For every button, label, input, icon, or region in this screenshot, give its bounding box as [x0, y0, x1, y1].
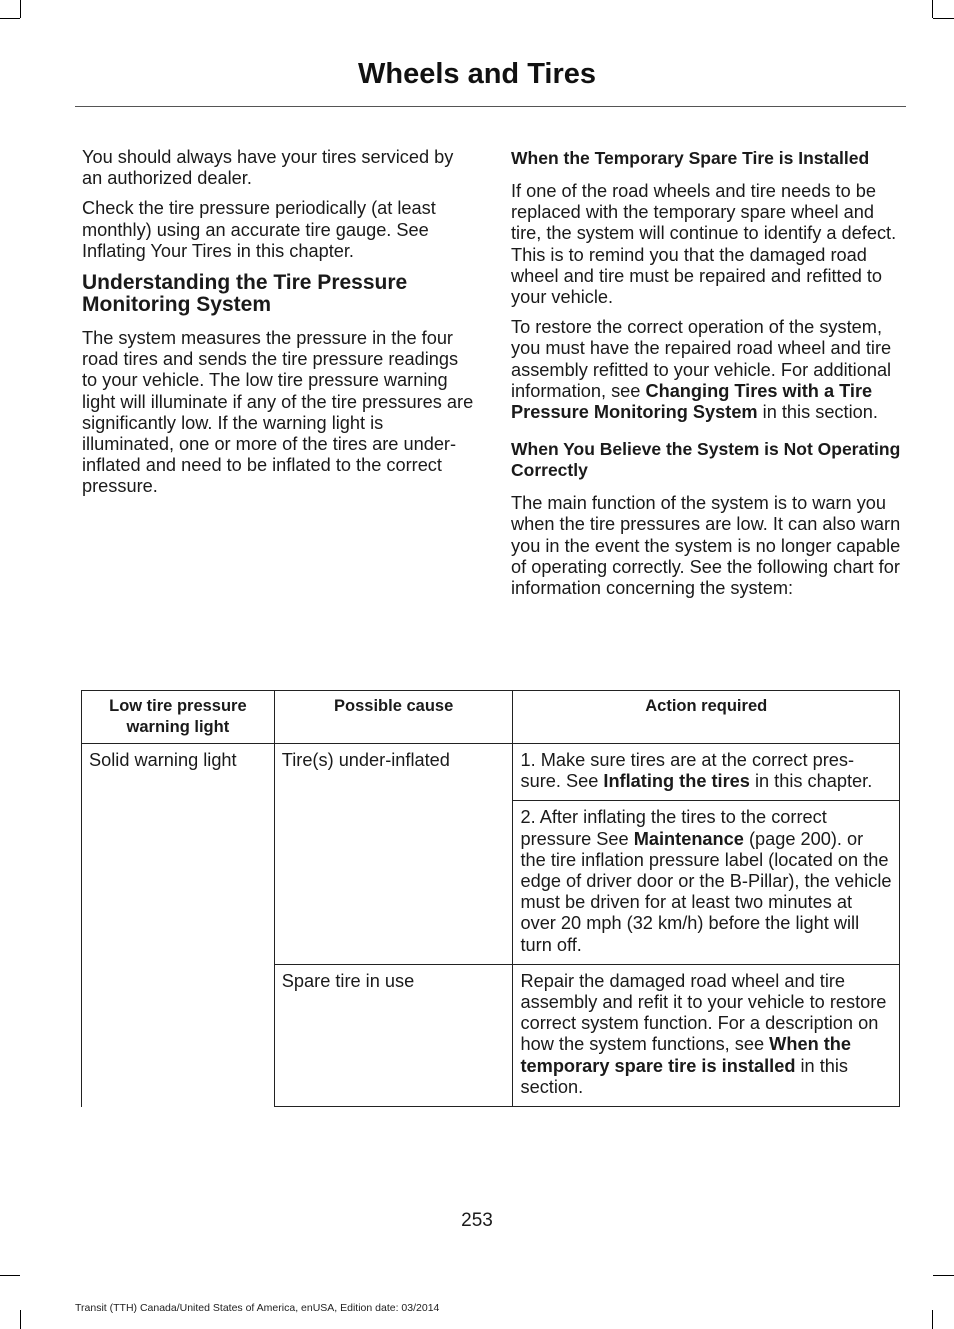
- crop-mark: [0, 18, 20, 19]
- cross-reference: Changing Tires with a Tire Pressure Monitoring System: [511, 380, 873, 423]
- table-cell: Spare tire in use: [274, 964, 513, 1106]
- cell-text: 1. Make sure tires are at the correct pres-sure. See: [520, 750, 855, 792]
- paragraph: [511, 317, 903, 423]
- footer-edition: Transit (TTH) Canada/United States of America, enUSA, Edition date: 03/2014: [75, 1302, 440, 1314]
- cell-text: Repair the damaged road wheel and tire assembly and refit it to your vehicle to restore correct system function. For a description on how the system functions, see: [520, 970, 887, 1055]
- table-cell: [513, 744, 900, 801]
- cross-reference: Inflating the tires: [603, 771, 750, 792]
- table-cell: Tire(s) under-inflated: [274, 744, 513, 965]
- paragraph: You should always have your tires serviced by an authorized dealer.: [82, 147, 454, 189]
- cell-text: 2. After inflating the tires to the correct pressure See: [520, 807, 827, 849]
- crop-mark: [933, 18, 954, 19]
- table-cell: Solid warning light: [82, 744, 275, 1107]
- cell-text: (page 200). or the tire inflation pressure label (located on the edge of driver door or the B-Pillar), the vehicle must be driven for at least two minutes at over 20 mph (32 km/h) before the light will turn off.: [520, 828, 892, 955]
- cross-reference: Maintenance: [633, 828, 744, 849]
- section-heading: Understanding the Tire Pressure Monitoring System: [82, 271, 408, 317]
- column-header: Possible cause: [274, 691, 513, 744]
- paragraph: Check the tire pressure periodically (at least monthly) using an accurate tire gauge. See Inflating Your Tires in this chapter.: [82, 198, 436, 261]
- subsection-heading: When You Believe the System is Not Operating Correctly: [511, 439, 901, 481]
- crop-mark: [932, 0, 933, 18]
- paragraph-text: To restore the correct operation of the system, you must have the repaired road wheel and tire assembly refitted to your vehicle. For additional information, see: [511, 317, 892, 401]
- title-rule: [75, 106, 906, 107]
- paragraph: The main function of the system is to warn you when the tire pressures are low. It can also warn you in the event the system is no longer capable of operating correctly. See the following chart for information concerning the system:: [511, 493, 901, 599]
- table-header-row: [82, 691, 900, 744]
- table-row: [82, 744, 900, 801]
- crop-mark: [20, 1310, 21, 1329]
- cell-text: in this chapter.: [749, 771, 873, 792]
- paragraph-text: in this section.: [757, 402, 878, 423]
- column-header: Action required: [513, 691, 900, 744]
- cell-text: in this section.: [520, 1055, 849, 1097]
- paragraph: If one of the road wheels and tire needs to be replaced with the temporary spare wheel and tire, the system will continue to identify a defect. This is to remind you that the damaged road wheel and tire must be repaired and refitted to your vehicle.: [511, 181, 897, 308]
- table-cell: [513, 801, 900, 964]
- page-number: 253: [461, 1210, 493, 1231]
- cross-reference: When the temporary spare tire is installed: [520, 1034, 852, 1076]
- paragraph: The system measures the pressure in the four road tires and sends the tire pressure readings to your vehicle. The low tire pressure warning light will illuminate if any of the tire pressures are significantly low. If the warning light is illuminated, one or more of the tires are under-inflated and need to be inflated to the correct pressure.: [82, 328, 474, 497]
- page-title: Wheels and Tires: [358, 58, 596, 90]
- crop-mark: [20, 0, 21, 18]
- left-column: [82, 147, 474, 507]
- table-cell: [513, 964, 900, 1106]
- column-header: Low tire pressure warning light: [82, 691, 275, 744]
- subsection-heading: When the Temporary Spare Tire is Installed: [511, 148, 870, 168]
- crop-mark: [932, 1310, 933, 1329]
- crop-mark: [933, 1275, 954, 1276]
- crop-mark: [0, 1275, 20, 1276]
- right-column: [511, 147, 903, 608]
- troubleshooting-table: [81, 690, 900, 1107]
